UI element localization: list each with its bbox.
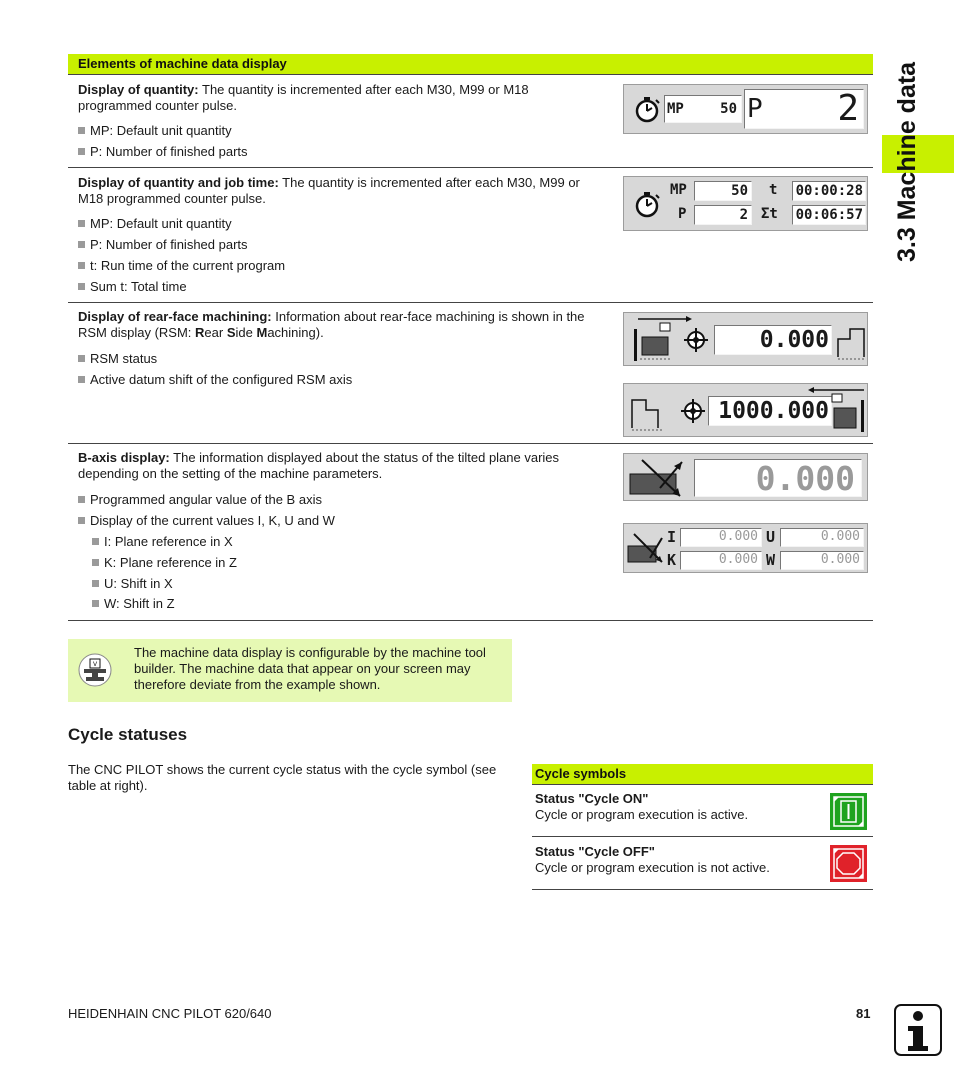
svg-text:V: V	[92, 661, 98, 668]
tilted-plane-icon	[626, 532, 666, 566]
table-header-label: Elements of machine data display	[78, 56, 287, 71]
rsm-display-secondary	[623, 383, 868, 437]
row-title: Display of quantity:	[78, 82, 199, 97]
u-field: 0.000	[780, 528, 864, 547]
cycle-on-icon	[830, 793, 867, 830]
rsm-spindle-reverse-icon	[808, 386, 868, 434]
cycle-on-text: Cycle or program execution is active.	[535, 807, 749, 822]
i-field: 0.000	[680, 528, 762, 547]
note-text: The machine data display is configurable by the machine tool builder. The machine data that appear on your screen may therefore deviate from the example shown.	[134, 645, 486, 692]
row-quantity-text	[78, 82, 603, 114]
list-item: P: Number of finished parts	[78, 144, 248, 160]
sub-list-item: U: Shift in X	[92, 576, 173, 592]
datum-icon	[684, 328, 708, 352]
t-field: 00:00:28	[792, 181, 866, 201]
cycle-off-title: Status "Cycle OFF"	[535, 844, 655, 859]
rsm-display-main	[623, 312, 868, 366]
row-qty-time-text: Display of quantity and job time: The quantity is incremented after each M30, M99 or M18 programmed counter pulse.	[78, 175, 580, 206]
cycle-heading: Cycle statuses	[68, 725, 188, 744]
sub-list-item: K: Plane reference in Z	[92, 555, 237, 571]
footer-title: HEIDENHAIN CNC PILOT 620/640	[68, 1006, 272, 1021]
quantity-time-display: MP 50 t 00:00:28 P 2 Σt 00:06:57	[623, 176, 868, 231]
mp-field: MP 50	[664, 95, 742, 123]
p-field: 2	[694, 205, 752, 225]
list-item: Sum t: Total time	[78, 279, 187, 295]
rsm-spindle-icon	[630, 315, 692, 363]
datum-icon	[681, 399, 705, 423]
list-item: Display of the current values I, K, U and W	[78, 513, 335, 529]
cycle-off-icon	[830, 845, 867, 882]
cycle-intro: The CNC PILOT shows the current cycle status with the cycle symbol (see table at right).	[68, 762, 497, 793]
cycle-off-text: Cycle or program execution is not active.	[535, 860, 770, 875]
p-field: P 2	[744, 89, 864, 129]
stopwatch-icon	[632, 94, 662, 124]
note-box	[68, 639, 512, 702]
divider	[532, 889, 873, 890]
ikuw-display: I 0.000 U 0.000 K 0.000 W 0.000	[623, 523, 868, 573]
list-item: Active datum shift of the configured RSM axis	[78, 372, 352, 388]
sub-list-item: W: Shift in Z	[92, 596, 175, 612]
divider	[68, 302, 873, 303]
cycle-table-header: Cycle symbols	[532, 764, 873, 784]
b-axis-display	[623, 453, 868, 501]
sub-list-item: I: Plane reference in X	[92, 534, 233, 550]
divider	[532, 784, 873, 785]
divider	[68, 74, 873, 75]
section-title-vertical: 3.3 Machine data	[893, 61, 921, 262]
divider	[532, 836, 873, 837]
sum-t-field: 00:06:57	[792, 205, 866, 225]
list-item: MP: Default unit quantity	[78, 123, 232, 139]
divider	[68, 167, 873, 168]
list-item: Programmed angular value of the B axis	[78, 492, 322, 508]
row-baxis-text: B-axis display: The information displayed about the status of the tilted plane varies depending on the setting of the machine parameters.	[78, 450, 560, 481]
tilted-plane-icon	[628, 458, 688, 498]
row-rsm-text: Display of rear-face machining: Information about rear-face machining is shown in the RSM display (RSM: Rear Side Machining).	[78, 309, 585, 340]
machine-tool-builder-icon	[78, 653, 112, 687]
mp-field: 50	[694, 181, 752, 201]
list-item: t: Run time of the current program	[78, 258, 285, 274]
list-item: P: Number of finished parts	[78, 237, 248, 253]
b-axis-value-field: 0.000	[694, 459, 862, 497]
stopwatch-icon	[632, 189, 662, 219]
quantity-display	[623, 84, 868, 134]
list-item: MP: Default unit quantity	[78, 216, 232, 232]
table-header	[68, 54, 873, 74]
list-item: RSM status	[78, 351, 157, 367]
divider	[68, 620, 873, 621]
page-number: 81	[856, 1006, 871, 1021]
k-field: 0.000	[680, 551, 762, 570]
info-icon	[894, 1004, 942, 1056]
row-description: The quantity is incremented after each M30, M99 or M18 programmed counter pulse.	[78, 82, 529, 113]
w-field: 0.000	[780, 551, 864, 570]
cycle-on-title: Status "Cycle ON"	[535, 791, 649, 806]
rsm-value-field: 1000.000	[708, 396, 832, 426]
workpiece-icon	[628, 396, 666, 432]
divider	[68, 443, 873, 444]
workpiece-icon	[836, 325, 866, 361]
rsm-value-field: 0.000	[714, 325, 832, 355]
